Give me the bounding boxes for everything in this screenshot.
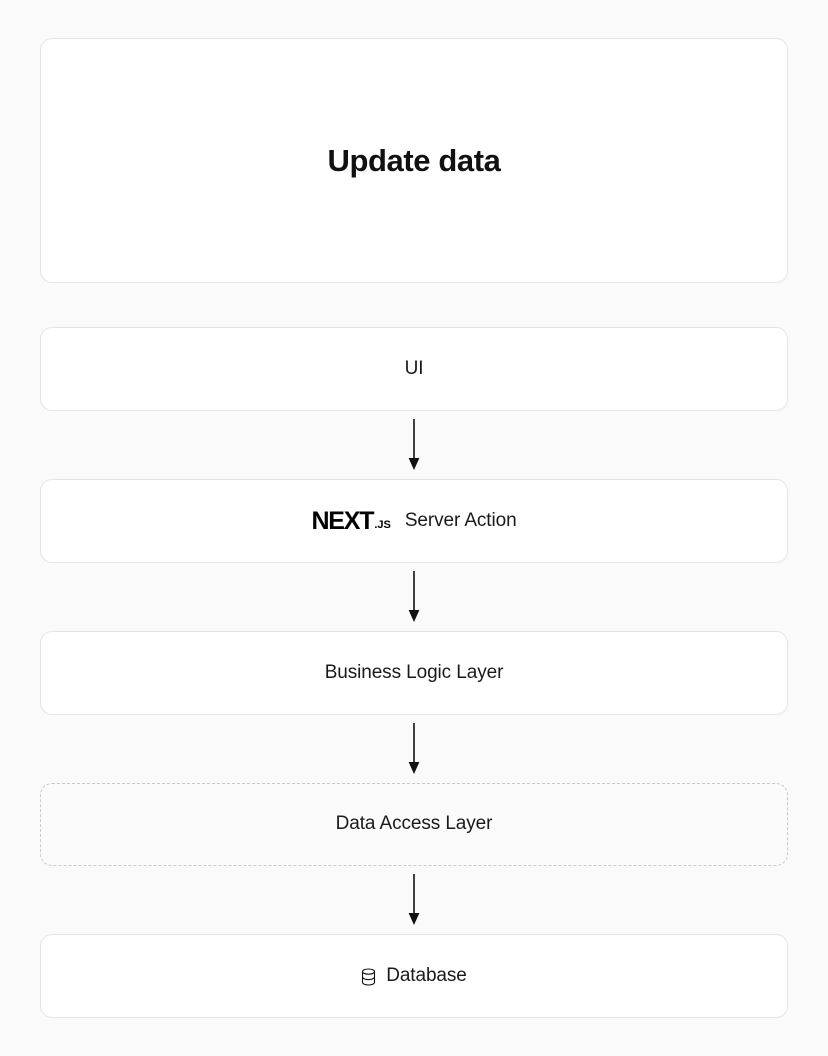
nextjs-logo-icon [311,507,390,536]
node-data-access-layer-label: Data Access Layer [335,813,493,835]
nextjs-wordmark: NEXT [311,506,374,535]
database-icon [361,968,376,986]
arrow-down-2 [40,563,788,631]
page-title: Update data [327,142,501,178]
node-business-logic-layer-label: Business Logic Layer [324,661,504,683]
node-database-label: Database [386,965,467,987]
node-server-action [40,479,788,563]
node-server-action-label: Server Action [404,510,517,532]
node-data-access-layer [40,783,788,867]
arrow-down-4 [40,866,788,934]
arrow-down-3 [40,715,788,783]
title-card [40,38,788,283]
node-business-logic-layer [40,631,788,715]
node-database [40,934,788,1018]
nextjs-suffix: .JS [374,518,391,531]
node-ui-label: UI [404,358,424,380]
arrow-down-1 [40,411,788,479]
node-ui [40,327,788,411]
